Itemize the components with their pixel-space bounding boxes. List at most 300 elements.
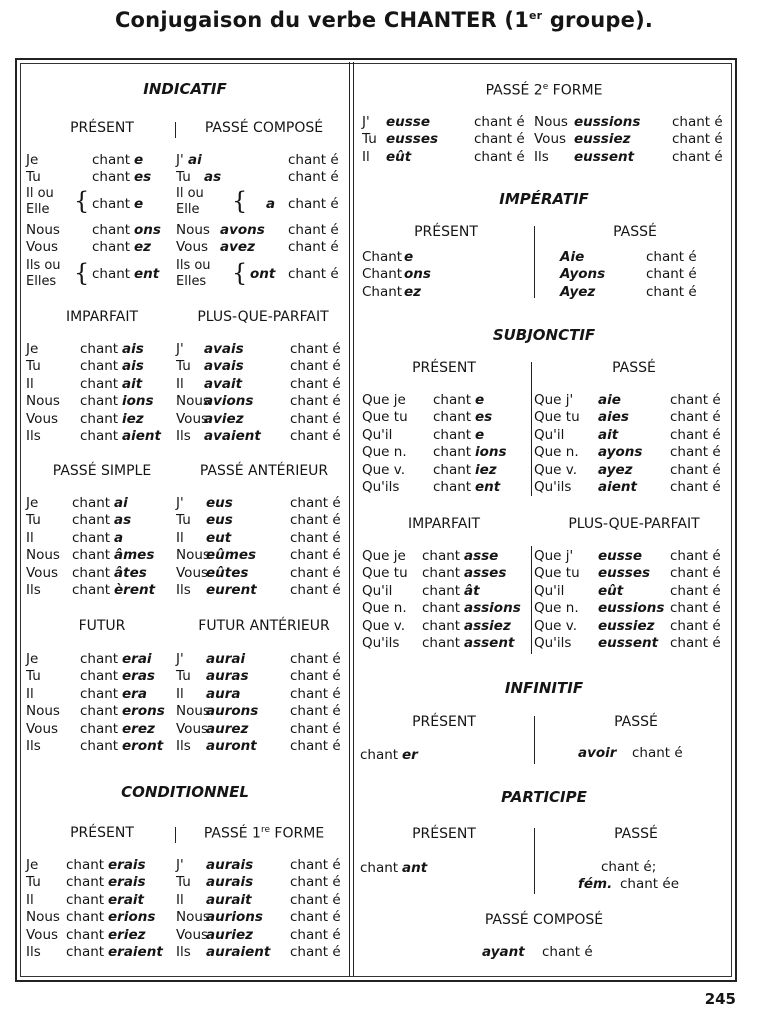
verb-stem: chant bbox=[80, 720, 119, 737]
que-pronoun: Que v. bbox=[534, 461, 578, 478]
pronoun: Il bbox=[26, 891, 34, 908]
past-participle: chant é bbox=[290, 926, 341, 943]
verb-ending: a bbox=[114, 529, 124, 546]
que-pronoun: Que v. bbox=[534, 617, 578, 634]
verb-stem: chant bbox=[66, 857, 105, 873]
pronoun: Il bbox=[176, 529, 184, 546]
auxiliary: ayez bbox=[598, 461, 633, 478]
verb-ending: asses bbox=[464, 565, 507, 582]
tense-subj-imparfait: IMPARFAIT bbox=[407, 516, 481, 532]
tense-cond-passe2: PASSÉ 2e FORME bbox=[485, 82, 603, 99]
past-participle: chant é bbox=[670, 582, 721, 599]
brace-glyph: { bbox=[74, 259, 90, 287]
tense-subj-present: PRÉSENT bbox=[412, 360, 476, 376]
past-participle: chant é bbox=[670, 617, 721, 634]
auxiliary: Ayez bbox=[560, 283, 596, 300]
verb-stem: chant bbox=[72, 582, 111, 598]
mood-subjonctif: SUBJONCTIF bbox=[492, 326, 596, 344]
verb-stem: chant bbox=[80, 341, 119, 357]
pronoun: Vous bbox=[26, 410, 59, 427]
pronoun: Ils bbox=[26, 428, 41, 444]
mood-indicatif: INDICATIF bbox=[143, 80, 227, 98]
verb-ending: ons bbox=[404, 266, 431, 283]
pronoun: Tu bbox=[26, 169, 41, 186]
que-pronoun: Que n. bbox=[534, 600, 579, 617]
pronoun: Tu bbox=[26, 668, 41, 685]
past-participle: chant é bbox=[670, 479, 721, 495]
past-participle: chant é bbox=[290, 341, 341, 357]
auxiliary: avions bbox=[204, 393, 254, 410]
verb-ending: erez bbox=[122, 720, 155, 737]
past-participle: chant é bbox=[290, 738, 341, 754]
pronoun: Elle bbox=[176, 202, 200, 217]
tense-separator bbox=[175, 122, 176, 138]
verb-ending: assiez bbox=[464, 617, 511, 634]
verb-ending: ât bbox=[464, 582, 480, 599]
que-pronoun: Que tu bbox=[362, 565, 408, 582]
mood-participe: PARTICIPE bbox=[501, 788, 587, 806]
verb-stem: chant bbox=[433, 392, 472, 408]
verb-stem: chant bbox=[433, 409, 472, 426]
verb-ending: ais bbox=[122, 341, 144, 357]
tense-ind-futur: FUTUR bbox=[78, 618, 126, 634]
past-participle: chant é bbox=[670, 426, 721, 443]
pronoun: Nous bbox=[176, 909, 210, 926]
verb-ending: erait bbox=[108, 891, 145, 908]
past-participle: chant é bbox=[290, 651, 341, 667]
past-participle: chant é bbox=[670, 392, 721, 408]
verb-ending: assent bbox=[464, 635, 515, 651]
verb-stem: chant bbox=[92, 169, 131, 186]
que-pronoun: Que j' bbox=[534, 392, 574, 408]
tense-inf-present: PRÉSENT bbox=[412, 714, 476, 730]
auxiliary: ont bbox=[250, 266, 276, 282]
que-pronoun: Que tu bbox=[362, 409, 408, 426]
auxiliary: aurions bbox=[206, 909, 263, 926]
verb-stem: chant bbox=[92, 152, 131, 168]
tense-part-passe-compose: PASSÉ COMPOSÉ bbox=[484, 912, 604, 928]
pronoun: Tu bbox=[176, 874, 191, 891]
verb-ending: e bbox=[475, 426, 485, 443]
tense-ind-pqp: PLUS-QUE-PARFAIT bbox=[197, 309, 329, 325]
past-participle: chant é bbox=[646, 283, 697, 300]
auxiliary: auraient bbox=[206, 944, 271, 960]
pronoun: J' bbox=[176, 341, 184, 357]
past-participle: chant é bbox=[290, 668, 341, 685]
verb-ending: ai bbox=[114, 495, 128, 511]
tense-ind-futur-anterieur: FUTUR ANTÉRIEUR bbox=[198, 618, 330, 634]
verb-ending: es bbox=[475, 409, 493, 426]
verb-stem: chant bbox=[66, 874, 105, 891]
pronoun: Ils ou bbox=[176, 258, 211, 273]
auxiliary: avez bbox=[220, 239, 255, 256]
past-participle: chant é bbox=[672, 131, 723, 148]
brace-glyph: { bbox=[232, 259, 248, 287]
past-participle: chant é bbox=[288, 266, 339, 282]
verb-stem: Chant bbox=[362, 249, 403, 265]
pronoun: Il ou bbox=[176, 186, 204, 201]
past-participle: chant é bbox=[290, 891, 341, 908]
verb-stem: chant bbox=[80, 651, 119, 667]
past-participle: chant é bbox=[646, 266, 697, 283]
past-participle: chant é bbox=[646, 249, 697, 265]
auxiliary: aient bbox=[598, 479, 637, 495]
verb-ending: eras bbox=[122, 668, 155, 685]
pronoun: Tu bbox=[26, 512, 41, 529]
pronoun: Vous bbox=[176, 926, 209, 943]
verb-ending: eraient bbox=[108, 944, 163, 960]
tense-ind-passe-compose: PASSÉ COMPOSÉ bbox=[204, 120, 324, 136]
que-pronoun: Que j' bbox=[534, 548, 574, 564]
pronoun: Nous bbox=[26, 703, 60, 720]
pronoun: Il bbox=[362, 148, 370, 165]
auxiliary: aurons bbox=[206, 703, 259, 720]
past-participle: chant é bbox=[290, 720, 341, 737]
auxiliary: aura bbox=[206, 685, 241, 702]
past-participle: chant é bbox=[290, 529, 341, 546]
pronoun: Vous bbox=[176, 720, 209, 737]
verb-ending: erons bbox=[122, 703, 165, 720]
pronoun: Nous bbox=[534, 114, 568, 130]
pronoun: Tu bbox=[176, 668, 191, 685]
pronoun: Nous bbox=[176, 393, 210, 410]
auxiliary: aie bbox=[598, 392, 621, 408]
verb-ending: ent bbox=[475, 479, 501, 495]
verb-ending: ions bbox=[122, 393, 154, 410]
page-number: 245 bbox=[704, 990, 736, 1008]
verb-stem: chant bbox=[92, 266, 131, 282]
past-participle: chant é bbox=[290, 874, 341, 891]
que-pronoun: Qu'ils bbox=[534, 635, 572, 651]
pronoun: Vous bbox=[176, 239, 209, 256]
pronoun: J' bbox=[176, 857, 184, 873]
auxiliary: a bbox=[266, 196, 276, 212]
verb-ending: erais bbox=[108, 857, 146, 873]
past-participle: chant é bbox=[290, 944, 341, 960]
verb-ending: ez bbox=[404, 283, 422, 300]
verb-stem: chant bbox=[66, 944, 105, 960]
tense-cond-passe1: PASSÉ 1re FORME bbox=[203, 825, 325, 842]
verb-ending: eront bbox=[122, 738, 164, 754]
verb-stem: chant bbox=[66, 909, 105, 926]
pronoun: Il bbox=[26, 685, 34, 702]
que-pronoun: Qu'il bbox=[534, 582, 565, 599]
mood-infinitif: INFINITIF bbox=[504, 679, 584, 697]
verb-stem: Chant bbox=[362, 283, 403, 300]
verb-stem: chant bbox=[72, 564, 111, 581]
pronoun: Elle bbox=[26, 202, 50, 217]
verb-ending: ons bbox=[134, 222, 161, 238]
tense-subj-pqp: PLUS-QUE-PARFAIT bbox=[568, 516, 700, 532]
verb-ending: era bbox=[122, 685, 147, 702]
pronoun: Tu bbox=[176, 358, 191, 375]
verb-ending: aient bbox=[122, 428, 161, 444]
verb-stem: chant bbox=[72, 495, 111, 511]
pronoun: Je bbox=[26, 495, 39, 511]
verb-stem: chant bbox=[80, 738, 119, 754]
auxiliary: eusses bbox=[598, 565, 651, 582]
verb-stem: chant bbox=[66, 926, 105, 943]
auxiliary: aurez bbox=[206, 720, 249, 737]
que-pronoun: Qu'ils bbox=[362, 479, 400, 495]
que-pronoun: Que je bbox=[362, 548, 406, 564]
verb-ending: e bbox=[134, 196, 144, 212]
past-participle: chant é bbox=[474, 131, 525, 148]
past-participle: chant é bbox=[670, 461, 721, 478]
pronoun: Elles bbox=[26, 274, 57, 289]
verb-ending: ent bbox=[134, 266, 160, 282]
verb-ending: erions bbox=[108, 909, 156, 926]
tense-subj-passe: PASSÉ bbox=[612, 360, 656, 376]
pronoun: Vous bbox=[176, 410, 209, 427]
pronoun: Ils bbox=[176, 738, 191, 754]
auxiliary: avais bbox=[204, 358, 244, 375]
pronoun: J' bbox=[176, 495, 184, 511]
past-participle: chant é bbox=[290, 547, 341, 564]
past-participle: chant é bbox=[290, 428, 341, 444]
verb-stem: chant bbox=[80, 703, 119, 720]
auxiliary: eusse bbox=[598, 548, 642, 564]
verb-ending: âtes bbox=[114, 564, 147, 581]
past-participle: chant é bbox=[670, 565, 721, 582]
verb-stem: chant bbox=[80, 375, 119, 392]
pronoun: Il bbox=[176, 891, 184, 908]
que-pronoun: Que tu bbox=[534, 409, 580, 426]
auxiliary: auriez bbox=[206, 926, 254, 943]
tense-separator bbox=[534, 226, 535, 298]
past-participle: chant é bbox=[288, 196, 339, 212]
pronoun: Nous bbox=[176, 703, 210, 720]
pronoun: J' bbox=[176, 152, 184, 168]
pronoun: Tu bbox=[26, 874, 41, 891]
pronoun: Tu bbox=[362, 131, 377, 148]
pronoun: Ils bbox=[176, 582, 191, 598]
pronoun: Il bbox=[176, 375, 184, 392]
auxiliary: eusses bbox=[386, 131, 439, 148]
pronoun: J' bbox=[176, 651, 184, 667]
pronoun: Tu bbox=[26, 358, 41, 375]
pronoun: Vous bbox=[26, 239, 59, 256]
pronoun: Je bbox=[26, 152, 39, 168]
que-pronoun: Que je bbox=[362, 392, 406, 408]
verb-ending: assions bbox=[464, 600, 521, 617]
verb-stem: chant bbox=[80, 410, 119, 427]
verb-stem: chant bbox=[433, 479, 472, 495]
auxiliary: aurait bbox=[206, 891, 252, 908]
auxiliary: aurais bbox=[206, 874, 254, 891]
pronoun: Il bbox=[176, 685, 184, 702]
verb-stem: chant bbox=[422, 548, 461, 564]
past-participle: chant é bbox=[672, 148, 723, 165]
auxiliary: eûmes bbox=[206, 547, 257, 564]
auxiliary: avait bbox=[204, 375, 243, 392]
past-participle: chant é bbox=[290, 857, 341, 873]
past-participle: chant é bbox=[670, 600, 721, 617]
page-title: Conjugaison du verbe CHANTER (1er groupe). bbox=[114, 8, 654, 32]
pronoun: Tu bbox=[176, 512, 191, 529]
past-participle: chant é bbox=[290, 410, 341, 427]
que-pronoun: Qu'il bbox=[362, 426, 393, 443]
verb-ending: âmes bbox=[114, 547, 155, 564]
past-participle: chant é bbox=[290, 393, 341, 410]
auxiliary: auront bbox=[206, 738, 257, 754]
que-pronoun: Que n. bbox=[362, 444, 407, 461]
verb-stem: chant bbox=[92, 196, 131, 212]
auxiliary: avais bbox=[204, 341, 244, 357]
pronoun: J' bbox=[362, 114, 370, 130]
tense-ind-present: PRÉSENT bbox=[70, 120, 134, 136]
verb-stem: chant bbox=[80, 685, 119, 702]
pronoun: Ils bbox=[26, 582, 41, 598]
past-participle: chant é bbox=[290, 358, 341, 375]
past-participle: chant é bbox=[288, 152, 339, 168]
tense-ind-passe-anterieur: PASSÉ ANTÉRIEUR bbox=[199, 463, 329, 479]
pronoun: Ils bbox=[534, 148, 549, 165]
verb-ending: eriez bbox=[108, 926, 146, 943]
center-divider bbox=[349, 62, 354, 976]
pronoun: Il bbox=[26, 529, 34, 546]
auxiliary: eussiez bbox=[574, 131, 631, 148]
pronoun: Vous bbox=[26, 720, 59, 737]
verb-stem: Chant bbox=[362, 266, 403, 283]
past-participle: chant é bbox=[290, 495, 341, 511]
auxiliary: eussent bbox=[598, 635, 659, 651]
verb-ending: iez bbox=[475, 461, 497, 478]
past-participle: chant é bbox=[670, 635, 721, 651]
verb-stem: chant bbox=[80, 358, 119, 375]
auxiliary: avons bbox=[220, 222, 265, 238]
que-pronoun: Que n. bbox=[362, 600, 407, 617]
verb-stem: chant bbox=[80, 393, 119, 410]
past-participle: chant é bbox=[290, 909, 341, 926]
verb-stem: chant bbox=[66, 891, 105, 908]
verb-ending: erais bbox=[108, 874, 146, 891]
past-participle: chant é bbox=[672, 114, 723, 130]
que-pronoun: Que n. bbox=[534, 444, 579, 461]
verb-ending: e bbox=[404, 249, 414, 265]
auxiliary: avaient bbox=[204, 428, 261, 444]
tense-cond-present: PRÉSENT bbox=[70, 825, 134, 841]
mood-conditionnel: CONDITIONNEL bbox=[121, 783, 249, 801]
pronoun: Elles bbox=[176, 274, 207, 289]
past-participle: chant é bbox=[288, 169, 339, 186]
tense-imp-passe: PASSÉ bbox=[613, 224, 657, 240]
verb-stem: chant bbox=[72, 547, 111, 564]
past-participle: chant é bbox=[670, 409, 721, 426]
auxiliary: auras bbox=[206, 668, 249, 685]
auxiliary: eûtes bbox=[206, 564, 249, 581]
pronoun: Tu bbox=[176, 169, 191, 186]
pronoun: Ils bbox=[26, 944, 41, 960]
verb-ending: es bbox=[134, 169, 152, 186]
auxiliary: eut bbox=[206, 529, 232, 546]
verb-ending: ions bbox=[475, 444, 507, 461]
verb-stem: chant bbox=[433, 426, 472, 443]
auxiliary: aviez bbox=[204, 410, 244, 427]
auxiliary: ayons bbox=[598, 444, 643, 461]
pronoun: Je bbox=[26, 341, 39, 357]
auxiliary: ai bbox=[188, 152, 202, 168]
pronoun: Nous bbox=[26, 222, 60, 238]
tense-ind-passe-simple: PASSÉ SIMPLE bbox=[52, 463, 152, 479]
verb-stem: chant bbox=[80, 668, 119, 685]
verb-ending: iez bbox=[122, 410, 144, 427]
verb-ending: ais bbox=[122, 358, 144, 375]
auxiliary: eus bbox=[206, 512, 233, 529]
past-participle: chant é bbox=[290, 375, 341, 392]
mood-imperatif: IMPÉRATIF bbox=[499, 190, 589, 208]
auxiliary: eussions bbox=[574, 114, 641, 130]
que-pronoun: Qu'il bbox=[362, 582, 393, 599]
verb-ending: e bbox=[134, 152, 144, 168]
verb-ending: e bbox=[475, 392, 485, 408]
que-pronoun: Que v. bbox=[362, 617, 406, 634]
auxiliary: aurai bbox=[206, 651, 246, 667]
verb-stem: chant bbox=[433, 461, 472, 478]
pronoun: Vous bbox=[534, 131, 567, 148]
pronoun: Nous bbox=[26, 393, 60, 410]
pronoun: Il ou bbox=[26, 186, 54, 201]
auxiliary: eussent bbox=[574, 148, 635, 165]
past-participle: chant é bbox=[290, 564, 341, 581]
verb-stem: chant bbox=[72, 529, 111, 546]
verb-stem: chant bbox=[92, 239, 131, 256]
que-pronoun: Qu'il bbox=[534, 426, 565, 443]
que-pronoun: Que tu bbox=[534, 565, 580, 582]
pronoun: Je bbox=[26, 651, 39, 667]
past-participle: chant é bbox=[290, 703, 341, 720]
pronoun: Il bbox=[26, 375, 34, 392]
past-participle: chant é bbox=[670, 444, 721, 461]
pronoun: Nous bbox=[26, 909, 60, 926]
tense-inf-passe: PASSÉ bbox=[614, 714, 658, 730]
past-participle: chant é bbox=[474, 114, 525, 130]
auxiliary: Aie bbox=[560, 249, 585, 265]
verb-stem: chant bbox=[422, 582, 461, 599]
tense-separator bbox=[534, 828, 535, 894]
que-pronoun: Qu'ils bbox=[534, 479, 572, 495]
verb-ending: as bbox=[114, 512, 132, 529]
verb-stem: chant bbox=[422, 600, 461, 617]
que-pronoun: Qu'ils bbox=[362, 635, 400, 651]
past-participle: chant é bbox=[474, 148, 525, 165]
tense-separator bbox=[531, 546, 532, 654]
past-participle: chant é bbox=[670, 548, 721, 564]
pronoun: Ils bbox=[176, 944, 191, 960]
verb-stem: chant bbox=[72, 512, 111, 529]
pronoun: Ils bbox=[176, 428, 191, 444]
tense-part-passe: PASSÉ bbox=[614, 826, 658, 842]
pronoun: Je bbox=[26, 857, 39, 873]
auxiliary: eurent bbox=[206, 582, 257, 598]
auxiliary: aies bbox=[598, 409, 629, 426]
verb-stem: chant bbox=[422, 635, 461, 651]
auxiliary: Ayons bbox=[560, 266, 606, 283]
auxiliary: eussiez bbox=[598, 617, 655, 634]
pronoun: Vous bbox=[26, 564, 59, 581]
past-participle: chant é bbox=[290, 685, 341, 702]
auxiliary: eût bbox=[386, 148, 412, 165]
pronoun: Nous bbox=[176, 547, 210, 564]
pronoun: Vous bbox=[176, 564, 209, 581]
past-participle: chant é bbox=[290, 512, 341, 529]
brace-glyph: { bbox=[232, 187, 248, 215]
auxiliary: eût bbox=[598, 582, 624, 599]
verb-ending: ez bbox=[134, 239, 152, 256]
auxiliary: eusse bbox=[386, 114, 430, 130]
past-participle: chant é bbox=[288, 239, 339, 256]
tense-part-present: PRÉSENT bbox=[412, 826, 476, 842]
